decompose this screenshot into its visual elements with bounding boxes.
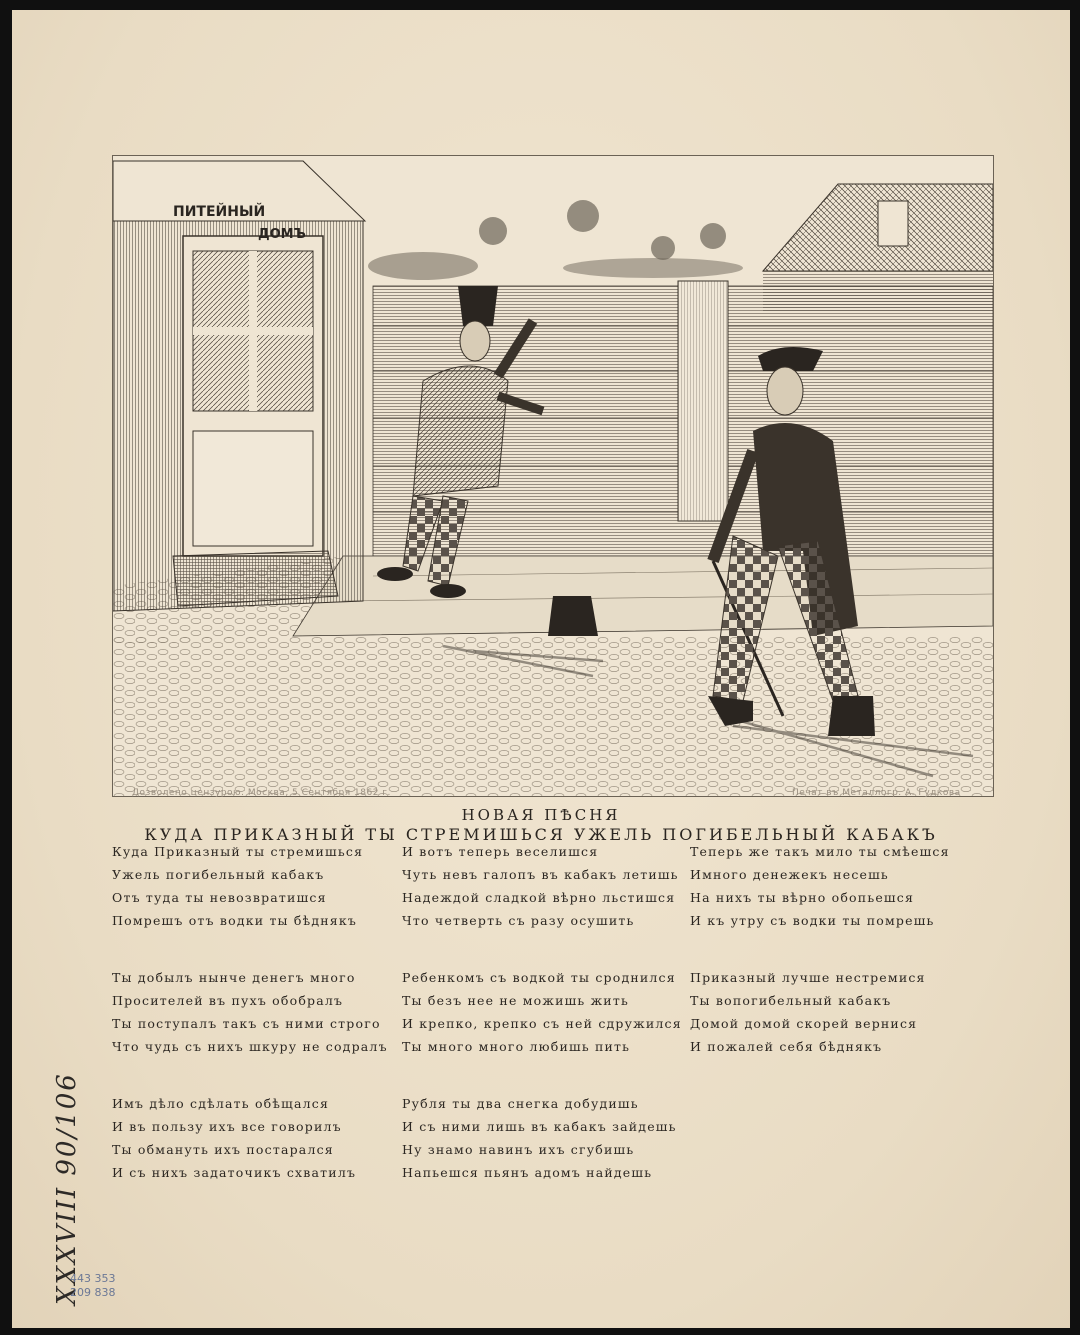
verse-line: На нихъ ты вѣрно обопьешся	[690, 890, 915, 905]
verse-line: Ну знамо навинъ ихъ сгубишь	[402, 1142, 635, 1157]
verse-line: И съ нихъ задаточикъ схватилъ	[112, 1165, 357, 1180]
verse-line: Имного денежекъ несешь	[690, 867, 889, 882]
stanza-1	[690, 840, 950, 932]
verse-line: Куда Приказный ты стремишься	[112, 844, 364, 859]
censor-imprint: Дозволено цензурою. Москва, 5 Сентября 1862 г.	[132, 788, 391, 798]
stanza-2	[402, 966, 682, 1058]
verse-line: Что чудь съ нихъ шкуру не содралъ	[112, 1039, 388, 1054]
verse-line: Что четверть съ разу осушить	[402, 913, 635, 928]
verse-line: Надеждой сладкой вѣрно льстишся	[402, 890, 676, 905]
stanza-3	[112, 1092, 388, 1184]
verse-line: Ребенкомъ съ водкой ты сроднился	[402, 970, 676, 985]
stanza-3	[402, 1092, 682, 1184]
verse-column-2	[402, 840, 682, 1218]
drinking-house-kiosk	[113, 161, 365, 611]
verse-line: Напьешся пьянъ адомъ найдешь	[402, 1165, 653, 1180]
verse-line: Чуть невъ галопъ въ кабакъ летишь	[402, 867, 679, 882]
song-subtitle: КУДА ПРИКАЗНЫЙ ТЫ СТРЕМИШЬСЯ УЖЕЛЬ ПОГИБЕЛЬНЫЙ КАБАКЪ	[144, 825, 938, 844]
stanza-2	[690, 966, 950, 1058]
verse-line: Домой домой скорей вернися	[690, 1016, 918, 1031]
engraving-illustration	[113, 156, 993, 796]
verse-line: И въ пользу ихъ все говорилъ	[112, 1119, 342, 1134]
stamp-number: 443 353	[70, 1272, 116, 1285]
sign-text-bottom: ДОМЪ	[258, 227, 306, 242]
broadside-sheet	[12, 10, 1070, 1328]
verse-line: И пожалей себя бѣднякъ	[690, 1039, 883, 1054]
stanza-1	[112, 840, 388, 932]
verse-line: Ты безъ нее не можишь жить	[402, 993, 629, 1008]
verse-line: И вотъ теперь веселишся	[402, 844, 599, 859]
verse-line: Ты много много любишь пить	[402, 1039, 631, 1054]
verse-line: И съ ними лишь въ кабакъ зайдешь	[402, 1119, 677, 1134]
verse-line: Ты вопогибельный кабакъ	[690, 993, 892, 1008]
verse-line: Отъ туда ты невозвратишся	[112, 890, 327, 905]
verse-line: Ты добылъ нынче денегъ много	[112, 970, 356, 985]
engraving-plate	[112, 155, 994, 797]
song-heading: НОВАЯ ПѢСНЯ	[461, 806, 621, 824]
verse-line: Рубля ты два снегка добудишь	[402, 1096, 639, 1111]
verse-line: Помрешъ отъ водки ты бѣднякъ	[112, 913, 358, 928]
verse-line: Ужель погибельный кабакъ	[112, 867, 325, 882]
verse-line: Теперь же такъ мило ты смѣешся	[690, 844, 950, 859]
verse-line: Приказный лучше нестремися	[690, 970, 926, 985]
verse-line: Просителей въ пухъ обобралъ	[112, 993, 344, 1008]
verse-line: И къ утру съ водки ты помрешь	[690, 913, 935, 928]
verse-column-1	[112, 840, 388, 1218]
margin-inscription: XXXVIII 90/106	[52, 1072, 82, 1305]
verse-line: Имъ дѣло сдѣлать обѣщался	[112, 1096, 330, 1111]
stamp-number: 209 838	[70, 1286, 116, 1299]
verse-line: Ты поступалъ такъ съ ними строго	[112, 1016, 381, 1031]
verse-column-3	[690, 840, 950, 1092]
dropped-hat	[548, 596, 598, 636]
verse-line: И крепко, крепко съ ней сдружился	[402, 1016, 682, 1031]
printer-imprint: Печат въ Металлогр. А. Гудкова	[792, 788, 961, 798]
stanza-1	[402, 840, 682, 932]
stanza-2	[112, 966, 388, 1058]
verse-line: Ты обмануть ихъ постарался	[112, 1142, 334, 1157]
sign-text-top: ПИТЕЙНЫЙ	[173, 204, 266, 220]
library-stamp	[70, 1272, 116, 1300]
